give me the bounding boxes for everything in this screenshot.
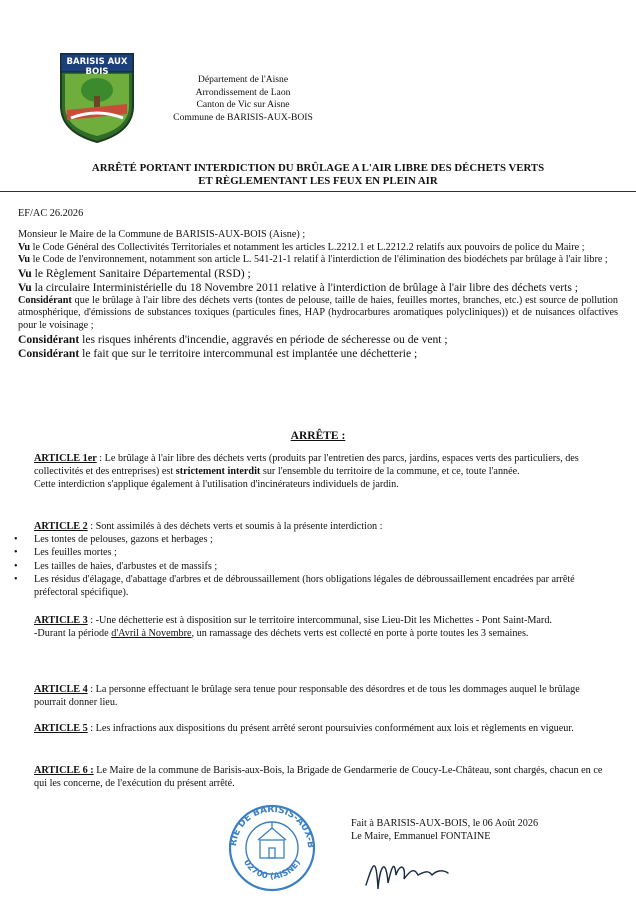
article-text: -Durant la période	[34, 628, 112, 640]
article-emphasis: strictement interdit	[175, 466, 261, 478]
header-canton: Canton de Vic sur Aisne	[196, 99, 290, 110]
stamp-ring-bottom-text: 02700 (AISNE)	[241, 858, 303, 882]
article-1	[34, 452, 604, 492]
list-item: • Les résidus d'élagage, d'abattage d'arbres et de débroussaillement (hors obligations légales de débroussaillement encadrées par arrêté préfectoral spécifique).	[34, 573, 604, 599]
article-2-list	[34, 533, 604, 599]
mairie-stamp	[222, 800, 322, 892]
article-text: : La personne effectuant le brûlage sera tenue pour responsable des désordres et de tous les dommages auquel le brûlage pourrait donner lieu.	[34, 684, 580, 709]
vu-text: la circulaire Interministérielle du 18 Novembre 2011 relative à l'interdiction de brûlage à l'air libre des déchets verts ;	[31, 280, 578, 294]
commune-logo	[57, 48, 137, 144]
considerant-label: Considérant	[18, 332, 80, 346]
article-4-body	[34, 683, 604, 709]
considerant-incendie	[18, 333, 618, 347]
list-item: • Les tontes de pelouses, gazons et herbages ;	[34, 533, 604, 546]
vu-label: Vu	[18, 241, 31, 253]
reference-number: EF/AC 26.2026	[18, 208, 84, 219]
considerant-text: les risques inhérents d'incendie, aggravés en période de sécheresse ou de vent ;	[79, 332, 448, 346]
considerant-dechetterie	[18, 347, 618, 361]
article-text: : Les infractions aux dispositions du présent arrêté seront poursuivies conformément aux lois et règlements en vigueur.	[87, 723, 574, 734]
header-commune: Commune de BARISIS-AUX-BOIS	[173, 111, 313, 123]
preamble	[18, 229, 618, 361]
list-item: • Les tailles de haies, d'arbustes et de massifs ;	[34, 560, 604, 573]
article-text: , un ramassage des déchets verts est collecté en porte à porte toutes les 3 semaines.	[191, 628, 529, 640]
article-3	[34, 614, 604, 640]
vu-circulaire	[18, 281, 618, 295]
arrete-heading: ARRÊTE :	[290, 430, 346, 442]
signature-place-date: Fait à BARISIS-AUX-BOIS, le 06 Août 2026	[351, 818, 539, 829]
list-item: • Les feuilles mortes ;	[34, 546, 604, 559]
considerant-label: Considérant	[18, 294, 72, 306]
preamble-intro: Monsieur le Maire de la Commune de BARISIS-AUX-BOIS (Aisne) ;	[18, 229, 306, 240]
vu-label: Vu	[18, 280, 32, 294]
vu-text: le Règlement Sanitaire Départemental (RSD) ;	[31, 266, 251, 280]
article-3-ramassage	[34, 627, 604, 640]
considerant-text: que le brûlage à l'air libre des déchets verts (tontes de pelouse, taille de haies, feuilles mortes, branches, etc.) est source de pollution atmosphérique, d'émissions de substances toxiques (particules fines, HAP (hydrocarbures aromatiques polycliniques)) et de nuisances olfactives pour le voisinage ;	[18, 294, 618, 331]
article-period: d'Avril à Novembre	[111, 628, 192, 640]
handwritten-signature	[362, 845, 454, 893]
signature-signer: Le Maire, Emmanuel FONTAINE	[351, 831, 491, 842]
article-2-intro	[34, 520, 604, 533]
article-label: ARTICLE 5	[34, 723, 88, 734]
stamp-ring-top-text: RIE DE BARISIS-AUX-B	[228, 804, 316, 849]
article-6	[34, 764, 604, 790]
vu-label: Vu	[18, 254, 31, 266]
article-3-dechetterie	[34, 614, 604, 627]
title-line-1: ARRÊTÉ PORTANT INTERDICTION DU BRÛLAGE A L'AIR LIBRE DES DÉCHETS VERTS	[91, 162, 545, 174]
considerant-text: le fait que sur le territoire intercommunal est implantée une déchetterie ;	[79, 346, 418, 360]
logo-text: BARISIS AUX BOIS	[66, 57, 128, 77]
article-label: ARTICLE 6 :	[34, 765, 94, 776]
article-label: ARTICLE 1er	[34, 453, 97, 464]
article-label: ARTICLE 4	[34, 684, 88, 695]
header-block	[145, 74, 341, 124]
vu-text: le Code de l'environnement, notamment son article L. 541-21-1 relatif à l'interdiction de l'élimination des biodéchets par brûlage à l'air libre ;	[30, 254, 608, 266]
article-6-body	[34, 764, 604, 790]
article-1-body	[34, 452, 604, 478]
signature-block	[351, 817, 538, 843]
article-4	[34, 683, 604, 709]
article-text: sur l'ensemble du territoire de la commune, et ce, toute l'année.	[260, 466, 520, 478]
article-text: : -Une déchetterie est à disposition sur le territoire intercommunal, sise Lieu-Dit les Michettes - Pont Saint-Mard.	[87, 615, 552, 626]
stamp-building-icon	[258, 822, 286, 858]
article-5	[34, 722, 604, 735]
article-5-body	[34, 722, 604, 735]
article-label: ARTICLE 3	[34, 615, 88, 626]
title-divider	[0, 191, 636, 192]
article-2	[34, 520, 604, 599]
considerant-pollution	[18, 295, 618, 333]
article-text: : Le brûlage à l'air libre des déchets verts (produits par l'entretien des parcs, jardins, espaces verts des particuliers, des collectivités et des entreprises) est	[34, 453, 579, 478]
article-text: Le Maire de la commune de Barisis-aux-Bois, la Brigade de Gendarmerie de Coucy-Le-Château, sont chargés, chacun en ce qui les concerne, de l'exécution du présent arrêté.	[34, 765, 603, 790]
vu-cgct	[18, 242, 618, 255]
vu-label: Vu	[18, 266, 32, 280]
considerant-label: Considérant	[18, 346, 80, 360]
title-line-2: ET RÈGLEMENTANT LES FEUX EN PLEIN AIR	[198, 175, 438, 187]
article-label: ARTICLE 2	[34, 521, 88, 532]
document-title	[40, 162, 596, 188]
vu-rsd	[18, 267, 618, 281]
article-1-incinerateurs: Cette interdiction s'applique également à l'utilisation d'incinérateurs individuels de jardin.	[34, 479, 399, 491]
vu-environnement	[18, 254, 618, 267]
vu-text: le Code Général des Collectivités Territoriales et notamment les articles L.2212.1 et L.2212.2 relatifs aux pouvoirs de police du Maire ;	[30, 241, 585, 253]
header-department: Département de l'Aisne	[197, 74, 289, 85]
article-text: : Sont assimilés à des déchets verts et soumis à la présente interdiction :	[87, 521, 383, 532]
header-arrondissement: Arrondissement de Laon	[195, 86, 291, 98]
